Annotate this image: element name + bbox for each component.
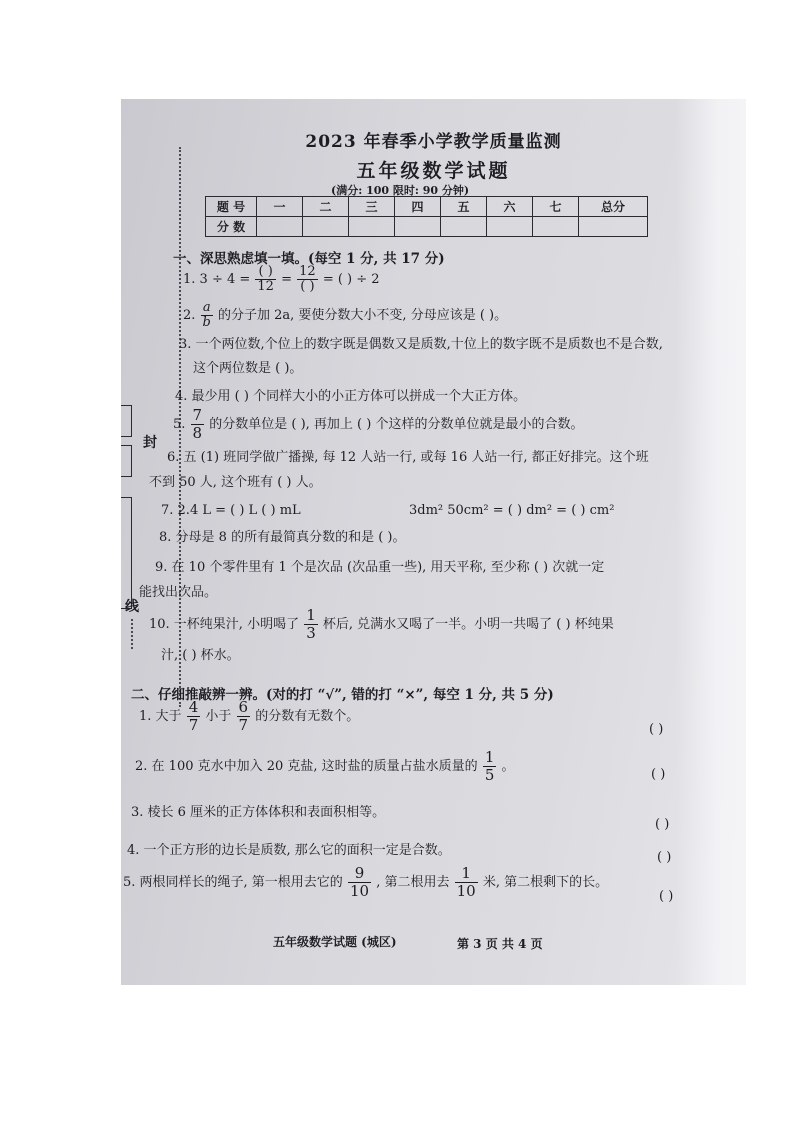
denominator: 10 [349, 882, 370, 900]
score-table-score-row [206, 217, 648, 237]
answer-paren[interactable]: ( ) [649, 722, 664, 737]
exam-title: 2023 年春季小学教学质量监测 [305, 132, 562, 152]
question-1-9-line2: 能找出次品。 [139, 585, 218, 600]
exam-info: (满分: 100 限时: 90 分钟) [331, 184, 470, 197]
q-text: 小于 [205, 709, 232, 724]
numerator: a [201, 301, 213, 316]
score-blank [533, 217, 579, 237]
score-cell: 六 [487, 197, 533, 217]
section2-title: 二、仔细推敲辨一辨。(对的打 “√”, 错的打 “×”, 每空 1 分, 共 5 分) [131, 687, 554, 703]
denominator: 10 [456, 882, 476, 900]
denominator: 7 [238, 716, 249, 734]
q-text: 的分子加 2a, 要使分数大小不变, 分母应该是 ( )。 [218, 308, 508, 323]
q-text: 杯后, 兑满水又喝了一半。小明一共喝了 ( ) 杯纯果 [322, 617, 614, 632]
score-blank [441, 217, 487, 237]
score-cell: 二 [303, 197, 349, 217]
answer-paren[interactable]: ( ) [655, 817, 670, 832]
fraction [191, 407, 205, 442]
paper-edge-highlight [676, 99, 746, 985]
question-1-4: 4. 最少用 ( ) 个同样大小的小正方体可以拼成一个大正方体。 [175, 389, 527, 404]
numerator: ( ) [255, 265, 276, 280]
question-1-10-line2: 汁, ( ) 杯水。 [161, 648, 240, 663]
answer-paren[interactable]: ( ) [651, 767, 666, 782]
numerator: 6 [238, 698, 249, 716]
page-number: 第 3 页 共 4 页 [457, 937, 543, 951]
margin-label-xian: 线 [125, 599, 139, 615]
question-1-7b: 3dm² 50cm² = ( ) dm² = ( ) cm² [409, 503, 615, 518]
question-1-7a: 7. 2.4 L = ( ) L ( ) mL [161, 503, 301, 518]
score-blank [303, 217, 349, 237]
question-1-9-line1: 9. 在 10 个零件里有 1 个是次品 (次品重一些), 用天平称, 至少称 ( ) 次就一定 [155, 560, 605, 575]
margin-label-feng: 封 [143, 435, 157, 451]
denominator: 12 [257, 279, 274, 294]
q-text: 。 [501, 759, 515, 774]
score-cell: 七 [533, 197, 579, 217]
binding-dotted-line [131, 619, 133, 649]
fraction [455, 865, 478, 900]
fraction [483, 749, 497, 784]
fraction [304, 607, 318, 642]
q-text: = [281, 272, 292, 287]
numerator: 1 [306, 606, 316, 624]
numerator: 1 [484, 748, 495, 766]
question-1-6-line1: 6. 五 (1) 班同学做广播操, 每 12 人站一行, 或每 16 人站一行, 都正好排完。这个班 [167, 450, 649, 465]
exam-subtitle: 五年级数学试题 [356, 160, 511, 182]
denominator: 8 [192, 424, 203, 442]
numerator: 4 [188, 698, 199, 716]
q-text: 5. 两根同样长的绳子, 第一根用去它的 [123, 875, 343, 890]
denominator: 5 [484, 766, 495, 784]
q-text: 2. 在 100 克水中加入 20 克盐, 这时盐的质量占盐水质量的 [135, 759, 478, 774]
q-text: , 第二根用去 [376, 875, 450, 890]
section1-title: 一、深思熟虑填一填。(每空 1 分, 共 17 分) [173, 251, 445, 267]
score-cell: 四 [395, 197, 441, 217]
question-1-3-line1: 3. 一个两位数,个位上的数字既是偶数又是质数,十位上的数字既不是质数也不是合数, [179, 337, 663, 352]
denominator: b [202, 315, 211, 330]
question-1-5 [173, 407, 583, 442]
score-cell: 一 [257, 197, 303, 217]
numerator: 9 [348, 865, 371, 883]
score-cell: 三 [349, 197, 395, 217]
margin-box [121, 445, 132, 477]
fraction [237, 699, 251, 734]
margin-box [121, 405, 132, 437]
question-1-2 [183, 301, 507, 330]
answer-paren[interactable]: ( ) [657, 850, 672, 865]
question-1-3-line2: 这个两位数是 ( )。 [193, 361, 303, 376]
answer-paren[interactable]: ( ) [659, 889, 674, 904]
score-blank [487, 217, 533, 237]
fraction [187, 699, 201, 734]
question-1-10 [149, 607, 614, 642]
score-table [205, 196, 648, 237]
fraction [297, 265, 318, 294]
q-number: 2. [183, 308, 196, 323]
fraction [348, 865, 371, 900]
fraction [201, 301, 213, 330]
question-1-8: 8. 分母是 8 的所有最简真分数的和是 ( )。 [159, 530, 406, 545]
q-text: 的分数单位是 ( ), 再加上 ( ) 个这样的分数单位就是最小的合数。 [209, 417, 584, 432]
denominator: 3 [306, 624, 316, 642]
score-blank [257, 217, 303, 237]
q-text: 1. 3 ÷ 4 = [183, 272, 251, 287]
question-2-3: 3. 棱长 6 厘米的正方体体积和表面积相等。 [131, 805, 386, 820]
score-blank [349, 217, 395, 237]
question-1-6-line2: 不到 50 人, 这个班有 ( ) 人。 [149, 475, 322, 490]
score-table-header-row [206, 197, 648, 217]
fraction [255, 265, 276, 294]
q-text: 的分数有无数个。 [255, 709, 360, 724]
question-2-5 [123, 865, 608, 900]
q-text: = ( ) ÷ 2 [322, 272, 380, 287]
score-cell: 五 [441, 197, 487, 217]
numerator: 7 [192, 406, 203, 424]
q-text: 米, 第二根剩下的长。 [482, 875, 609, 890]
score-row-label: 分 数 [206, 217, 257, 237]
q-text: 1. 大于 [139, 709, 182, 724]
denominator: 7 [188, 716, 199, 734]
q-number: 5. [173, 417, 186, 432]
score-cell: 题 号 [206, 197, 257, 217]
exam-photo [121, 99, 746, 985]
margin-box [121, 497, 132, 609]
footer-title: 五年级数学试题 (城区) [273, 935, 397, 949]
question-2-2 [135, 749, 515, 784]
score-blank [579, 217, 648, 237]
score-cell: 总分 [579, 197, 648, 217]
q-text: 10. 一杯纯果汁, 小明喝了 [149, 617, 300, 632]
denominator: ( ) [300, 279, 315, 294]
score-blank [395, 217, 441, 237]
question-1-1 [183, 265, 380, 294]
numerator: 12 [299, 264, 316, 279]
numerator: 1 [455, 865, 478, 883]
question-2-4: 4. 一个正方形的边长是质数, 那么它的面积一定是合数。 [127, 843, 451, 858]
question-2-1 [139, 699, 359, 734]
